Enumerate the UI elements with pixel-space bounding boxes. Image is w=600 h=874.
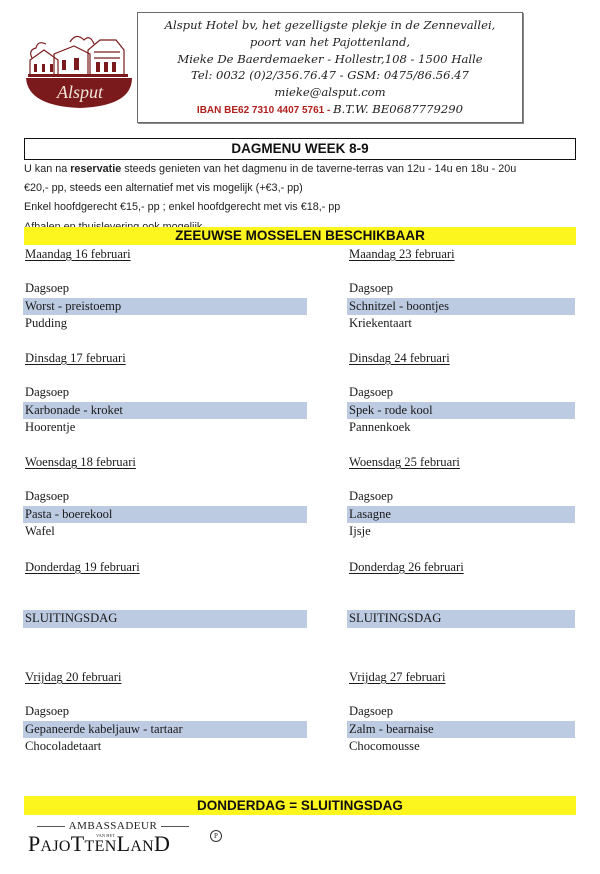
- hotel-tagline: Alsput Hotel bv, het gezelligste plekje in de Zennevallei,: [164, 18, 496, 32]
- soup: Dagsoep: [349, 385, 394, 399]
- closing-day-banner: DONDERDAG = SLUITINGSDAG: [24, 796, 576, 815]
- dessert: Chocomousse: [349, 739, 420, 753]
- soup: Dagsoep: [349, 489, 394, 503]
- wordmark-part: TEN: [84, 838, 117, 855]
- reservation-note-pre: U kan na: [24, 163, 71, 175]
- day-block: [23, 454, 307, 541]
- main-course: Lasagne: [347, 506, 575, 524]
- hotel-subtitle: poort van het Pajottenland,: [249, 34, 411, 49]
- wordmark-part: L: [116, 831, 131, 856]
- contact-info-box: [137, 12, 523, 123]
- ambassadeur-label: AMBASSADEUR: [28, 820, 198, 832]
- reservation-note: [24, 160, 584, 179]
- dessert: Kriekentaart: [349, 316, 412, 330]
- btw-number: B.T.W. BE0687779290: [333, 101, 464, 116]
- main-course: Schnitzel - boontjes: [347, 298, 575, 316]
- day-block: [23, 559, 307, 628]
- van-het-label: VAN HET: [96, 833, 116, 838]
- day-date: Dinsdag 17 februari: [25, 351, 126, 365]
- reservation-note-post: steeds genieten van het dagmenu in de taverne-terras van 12u - 14u en 18u - 20u: [121, 163, 517, 175]
- bank-info: [138, 101, 522, 120]
- day-block: [347, 246, 575, 333]
- soup: Dagsoep: [349, 704, 394, 718]
- day-date: Woensdag 25 februari: [349, 455, 460, 469]
- wordmark-part: D: [154, 831, 171, 856]
- soup: Dagsoep: [25, 385, 70, 399]
- day-block: [347, 669, 575, 756]
- menu-title: DAGMENU WEEK 8-9: [24, 138, 576, 160]
- wordmark-part: AN: [130, 838, 155, 855]
- closed-notice: SLUITINGSDAG: [23, 610, 307, 628]
- day-block: [23, 246, 307, 333]
- dessert: Pudding: [25, 316, 67, 330]
- day-block: [347, 559, 575, 628]
- mussels-banner: ZEEUWSE MOSSELEN BESCHIKBAAR: [24, 227, 576, 245]
- pajottenland-wordmark: [28, 832, 170, 859]
- soup: Dagsoep: [349, 281, 394, 295]
- main-course: Worst - preistoemp: [23, 298, 307, 316]
- day-date: Dinsdag 24 februari: [349, 351, 450, 365]
- pajottenland-ambassador-logo: [28, 820, 228, 860]
- day-date: Woensdag 18 februari: [25, 455, 136, 469]
- main-course: Gepaneerde kabeljauw - tartaar: [23, 721, 307, 739]
- day-block: [347, 454, 575, 541]
- price-note: €20,- pp, steeds een alternatief met vis mogelijk (+€3,- pp): [24, 182, 303, 195]
- day-date: Donderdag 26 februari: [349, 560, 464, 574]
- dessert: Hoorentje: [25, 420, 76, 434]
- hotel-phone: Tel: 0032 (0)2/356.76.47 - GSM: 0475/86.56.47: [191, 68, 469, 83]
- day-date: Maandag 16 februari: [25, 247, 131, 261]
- day-date: Vrijdag 27 februari: [349, 670, 446, 684]
- main-course: Pasta - boerekool: [23, 506, 307, 524]
- day-block: [23, 350, 307, 437]
- day-date: Donderdag 19 februari: [25, 560, 140, 574]
- main-course: Zalm - bearnaise: [347, 721, 575, 739]
- wordmark-part: AJO: [40, 838, 71, 855]
- day-date: Vrijdag 20 februari: [25, 670, 122, 684]
- closed-notice: SLUITINGSDAG: [347, 610, 575, 628]
- hotel-building-icon: [24, 28, 136, 110]
- reservation-keyword: reservatie: [70, 163, 122, 175]
- soup: Dagsoep: [25, 489, 70, 503]
- iban-separator: -: [324, 104, 334, 116]
- dessert: Wafel: [25, 524, 55, 538]
- dessert: Chocoladetaart: [25, 739, 102, 753]
- main-course-price-note: Enkel hoofdgerecht €15,- pp ; enkel hoofdgerecht met vis €18,- pp: [24, 201, 341, 214]
- wordmark-part: P: [28, 831, 41, 856]
- soup: Dagsoep: [25, 281, 70, 295]
- dessert: Pannenkoek: [349, 420, 411, 434]
- day-block: [23, 669, 307, 756]
- day-date: Maandag 23 februari: [349, 247, 455, 261]
- main-course: Karbonade - kroket: [23, 402, 307, 420]
- registered-mark-icon: P: [210, 830, 222, 842]
- soup: Dagsoep: [25, 704, 70, 718]
- hotel-address: Mieke De Baerdemaeker - Hollestr,108 - 1500 Halle: [177, 51, 483, 66]
- wordmark-part: T: [70, 831, 85, 856]
- iban-number: IBAN BE62 7310 4407 5761: [196, 104, 325, 116]
- alsput-logo: [24, 28, 136, 110]
- hotel-email[interactable]: mieke@alsput.com: [274, 85, 386, 100]
- menu-intro: [24, 160, 584, 237]
- dessert: Ijsje: [349, 524, 371, 538]
- day-block: [347, 350, 575, 437]
- logo-text: Alsput: [56, 82, 104, 102]
- main-course: Spek - rode kool: [347, 402, 575, 420]
